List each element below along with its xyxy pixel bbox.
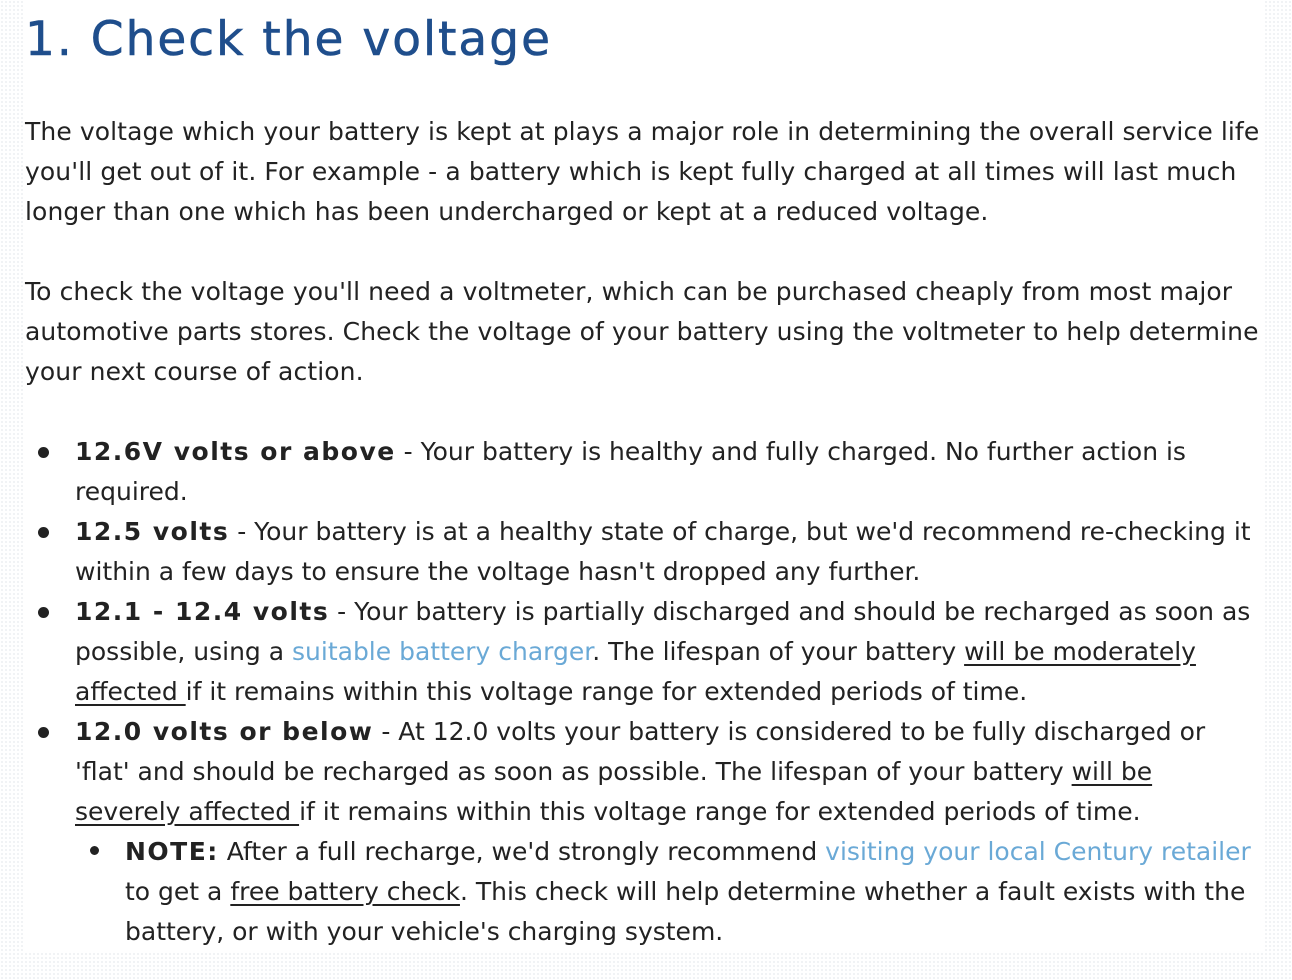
note-text: . This check will help determine whether a fault exists with the battery, or with your vehicle's charging system.: [125, 877, 1246, 946]
hollow-bullet-icon: [90, 846, 99, 855]
bullet-icon: [38, 447, 49, 458]
battery-charger-link[interactable]: suitable battery charger: [292, 637, 593, 666]
note-text: After a full recharge, we'd strongly recommend: [218, 837, 826, 866]
item-text: if it remains within this voltage range for extended periods of time.: [185, 677, 1028, 706]
voltage-list: [25, 432, 1265, 952]
list-item: [75, 712, 1265, 952]
note-label: NOTE:: [125, 837, 219, 866]
item-text: - Your battery is partially discharged and should be recharged as soon as possible, using a: [75, 597, 1251, 666]
voltmeter-paragraph: To check the voltage you'll need a voltmeter, which can be purchased cheaply from most major automotive parts stores. Check the voltage of your battery using the voltmeter to help determine your next course of action.: [25, 277, 1259, 386]
section-heading: 1. Check the voltage: [25, 12, 552, 67]
item-text: - Your battery is healthy and fully charged. No further action is required.: [75, 437, 1186, 506]
item-text: if it remains within this voltage range for extended periods of time.: [299, 797, 1141, 826]
item-text: - At 12.0 volts your battery is considered to be fully discharged or 'flat' and should be recharged as soon as possible. The lifespan of your battery: [75, 717, 1206, 786]
list-item: [75, 432, 1265, 512]
underlined-text: will be severely affected: [75, 757, 1153, 826]
underlined-text: free battery check: [230, 877, 460, 906]
item-text: . The lifespan of your battery: [592, 637, 965, 666]
item-text: - Your battery is at a healthy state of charge, but we'd recommend re-checking it within a few days to ensure the voltage hasn't dropped any further.: [75, 517, 1251, 586]
voltage-term: 12.1 - 12.4 volts: [75, 597, 330, 626]
century-retailer-link[interactable]: visiting your local Century retailer: [825, 837, 1251, 866]
list-item: [75, 512, 1265, 592]
article-content: [25, 0, 1265, 952]
note-text: to get a: [125, 877, 231, 906]
voltage-term: 12.0 volts or below: [75, 717, 374, 746]
voltage-term: 12.5 volts: [75, 517, 230, 546]
underlined-text: will be moderately affected: [75, 637, 1196, 706]
bullet-icon: [38, 527, 49, 538]
note-item: [125, 832, 1265, 952]
voltage-term: 12.6V volts or above: [75, 437, 396, 466]
bullet-icon: [38, 607, 49, 618]
bullet-icon: [38, 727, 49, 738]
note-list: [75, 832, 1265, 952]
intro-paragraph: The voltage which your battery is kept at plays a major role in determining the overall service life you'll get out of it. For example - a battery which is kept fully charged at all times will last much longer than one which has been undercharged or kept at a reduced voltage.: [25, 117, 1260, 226]
list-item: [75, 592, 1265, 712]
